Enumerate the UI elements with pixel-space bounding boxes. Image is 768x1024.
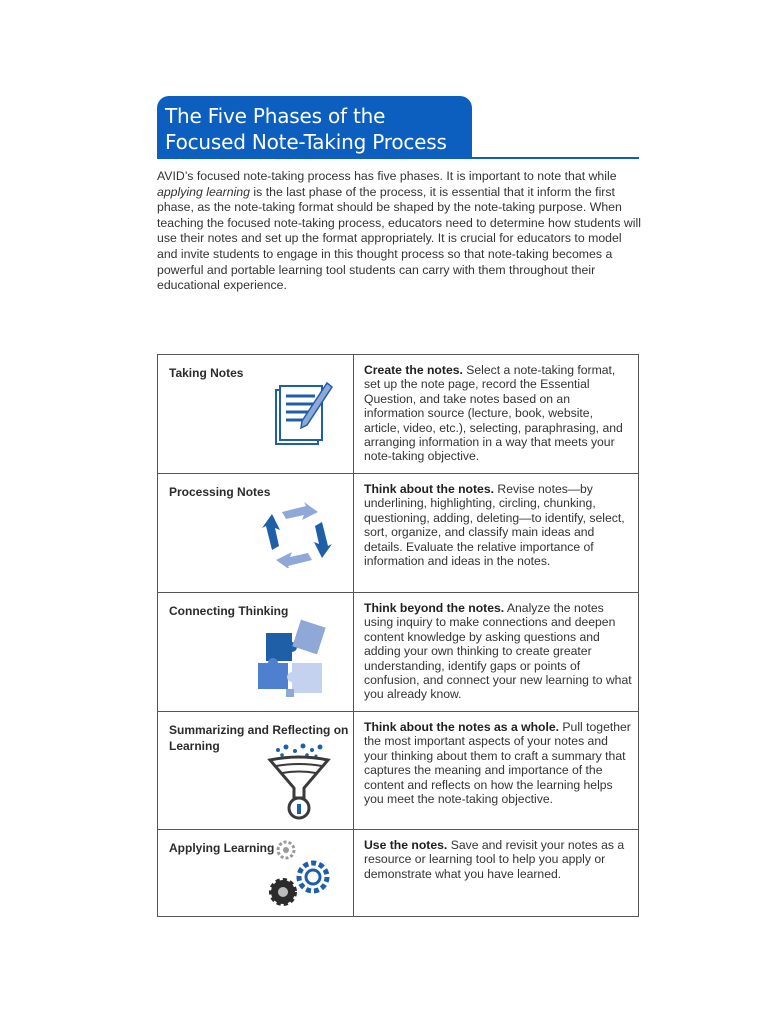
intro-italic: applying learning xyxy=(157,184,250,199)
page-title-line-2: Focused Note-Taking Process xyxy=(165,130,447,154)
intro-text-1: AVID’s focused note-taking process has five phases. It is important to note that while xyxy=(157,169,617,183)
title-underline xyxy=(157,157,639,159)
phase-description: Think beyond the notes. Analyze the notes using inquiry to make connections and deepen content knowledge by asking questions and adding your own thinking to create greater understanding, identify gaps or points of confusion, and connect your new learning to what you already know. xyxy=(354,593,639,712)
phases-table xyxy=(157,354,639,917)
notepad-pencil-icon xyxy=(273,381,333,449)
phase-description: Think about the notes. Revise notes—by underlining, highlighting, circling, chunking, questioning, adding, deleting—to identify, select, sort, organize, and classify main ideas and details. Evaluate the relative importance of information and ideas in the notes. xyxy=(354,474,639,593)
phase-name: Taking Notes xyxy=(169,366,244,380)
phase-name: Processing Notes xyxy=(169,485,271,499)
page-title-line-1: The Five Phases of the xyxy=(165,104,386,128)
phase-row-taking-notes xyxy=(158,355,639,474)
gears-icon xyxy=(268,840,338,912)
phase-name: Applying Learning xyxy=(169,841,275,855)
page-title-banner xyxy=(157,96,472,158)
phase-row-summarizing xyxy=(158,712,639,830)
phase-description: Create the notes. Select a note-taking format, set up the note page, record the Essential Question, and take notes based on an information source (lecture, book, website, article, video, etc.), selecting, paraphrasing, and arranging information in a way that meets your note-taking objective. xyxy=(354,355,639,474)
phase-row-connecting-thinking xyxy=(158,593,639,712)
funnel-lightbulb-icon xyxy=(266,742,332,824)
phase-description: Think about the notes as a whole. Pull together the most important aspects of your notes and your thinking about them to craft a summary that captures the meaning and importance of the content and reflects on how the learning helps you meet the note-taking objective. xyxy=(354,712,639,830)
puzzle-pieces-icon xyxy=(256,619,338,701)
phase-name: Summarizing and Reflecting on Learning xyxy=(169,723,349,753)
phase-row-applying-learning xyxy=(158,830,639,917)
phase-name: Connecting Thinking xyxy=(169,604,289,618)
phase-description: Use the notes. Save and revisit your notes as a resource or learning tool to help you apply or demonstrate what you have learned. xyxy=(354,830,639,917)
intro-text-2: is the last phase of the process, it is essential that it inform the first phase, as the note-taking format should be shaped by the note-taking purpose. When teaching the focused note-taking process, educators need to determine how students will use their notes and set up the format appropriately. It is crucial for educators to model and invite students to engage in this thought process so that note-taking becomes a powerful and portable learning tool students can carry with them throughout their educational experience. xyxy=(157,184,641,293)
cycle-arrows-icon xyxy=(262,502,332,568)
phase-row-processing-notes xyxy=(158,474,639,593)
intro-paragraph xyxy=(157,169,641,294)
